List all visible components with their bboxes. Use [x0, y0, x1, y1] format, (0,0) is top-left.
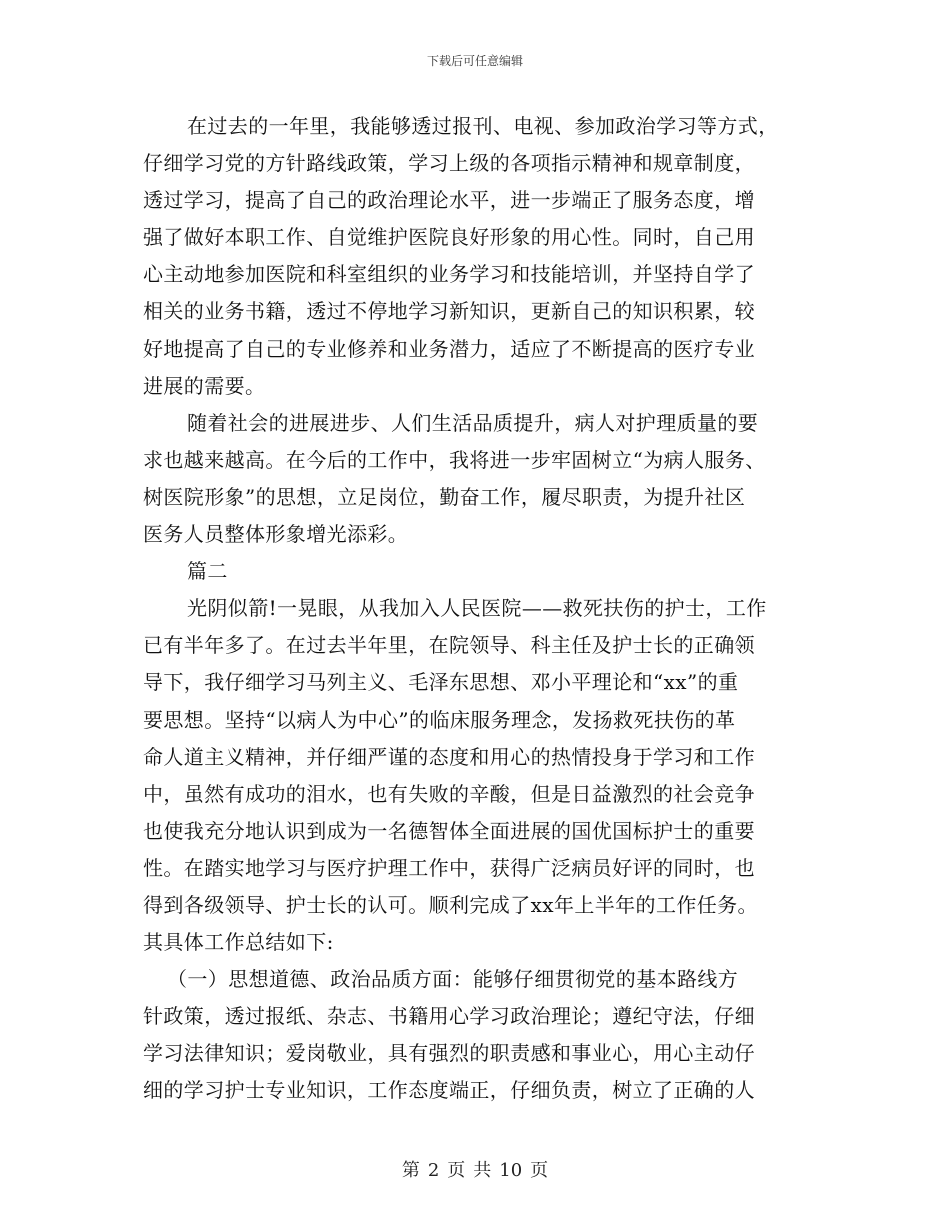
paragraph-line: 学习法律知识；爱岗敬业，具有强烈的职责感和事业心，用心主动仔 [143, 1041, 755, 1066]
paragraph-line: 其具体工作总结如下: [143, 930, 334, 955]
total-pages-number: 10 [499, 1160, 523, 1181]
section-heading: 篇二 [187, 559, 228, 584]
current-page-number: 2 [427, 1160, 440, 1181]
page-footer [0, 1156, 950, 1182]
paragraph-line: 心主动地参加医院和科室组织的业务学习和技能培训，并坚持自学了 [143, 262, 755, 287]
page-label-prefix: 第 [401, 1160, 420, 1181]
page-label-mid1: 页 [447, 1160, 466, 1181]
paragraph-line: 相关的业务书籍，透过不停地学习新知识，更新自己的知识积累，较 [143, 299, 755, 324]
paragraph-line: 仔细学习党的方针路线政策，学习上级的各项指示精神和规章制度， [143, 151, 755, 176]
paragraph-line: 细的学习护士专业知识，工作态度端正，仔细负责，树立了正确的人 [143, 1078, 755, 1103]
paragraph-line: 导下，我仔细学习马列主义、毛泽东思想、邓小平理论和“xx”的重 [143, 670, 739, 695]
paragraph-line: 在过去的一年里，我能够透过报刊、电视、参加政治学习等方式， [187, 114, 779, 138]
paragraph-line: 也使我充分地认识到成为一名德智体全面进展的国优国标护士的重要 [143, 818, 755, 843]
paragraph-line: 强了做好本职工作、自觉维护医院良好形象的用心性。同时，自己用 [143, 225, 755, 250]
paragraph-line: 好地提高了自己的专业修养和业务潜力，适应了不断提高的医疗专业 [143, 336, 755, 361]
paragraph-line: 中，虽然有成功的泪水，也有失败的辛酸，但是日益激烈的社会竞争 [143, 781, 755, 806]
page-label-mid2: 共 [473, 1160, 492, 1181]
page-label-suffix: 页 [530, 1160, 549, 1181]
paragraph-line: 树医院形象”的思想，立足岗位，勤奋工作，履尽职责，为提升社区 [143, 484, 746, 509]
paragraph-line: 光阴似箭!一晃眼，从我加入人民医院——救死扶伤的护士，工作 [187, 596, 767, 621]
document-body [143, 108, 808, 1110]
paragraph-line: 医务人员整体形象增光添彩。 [143, 522, 409, 547]
paragraph-line: 要思想。坚持“以病人为中心”的临床服务理念，发扬救死扶伤的革 [143, 707, 736, 732]
paragraph-line: 针政策，透过报纸、杂志、书籍用心学习政治理论；遵纪守法，仔细 [143, 1004, 755, 1029]
paragraph-line: 透过学习，提高了自己的政治理论水平，进一步端正了服务态度，增 [143, 188, 755, 213]
paragraph-line: 性。在踏实地学习与医疗护理工作中，获得广泛病员好评的同时，也 [143, 855, 755, 880]
page-header: 下载后可任意编辑 [426, 54, 523, 68]
paragraph-line: 进展的需要。 [143, 373, 266, 398]
paragraph-line: 得到各级领导、护士长的认可。顺利完成了xx年上半年的工作任务。 [143, 892, 758, 917]
paragraph-line: 求也越来越高。在今后的工作中，我将进一步牢固树立“为病人服务、 [143, 447, 766, 472]
paragraph-line: 随着社会的进展进步、人们生活品质提升，病人对护理质量的要 [187, 410, 759, 435]
paragraph-line: 命人道主义精神，并仔细严谨的态度和用心的热情投身于学习和工作 [143, 744, 755, 769]
paragraph-line: （一）思想道德、政治品质方面：能够仔细贯彻党的基本路线方 [167, 967, 739, 992]
paragraph-line: 已有半年多了。在过去半年里，在院领导、科主任及护士长的正确领 [143, 633, 755, 658]
